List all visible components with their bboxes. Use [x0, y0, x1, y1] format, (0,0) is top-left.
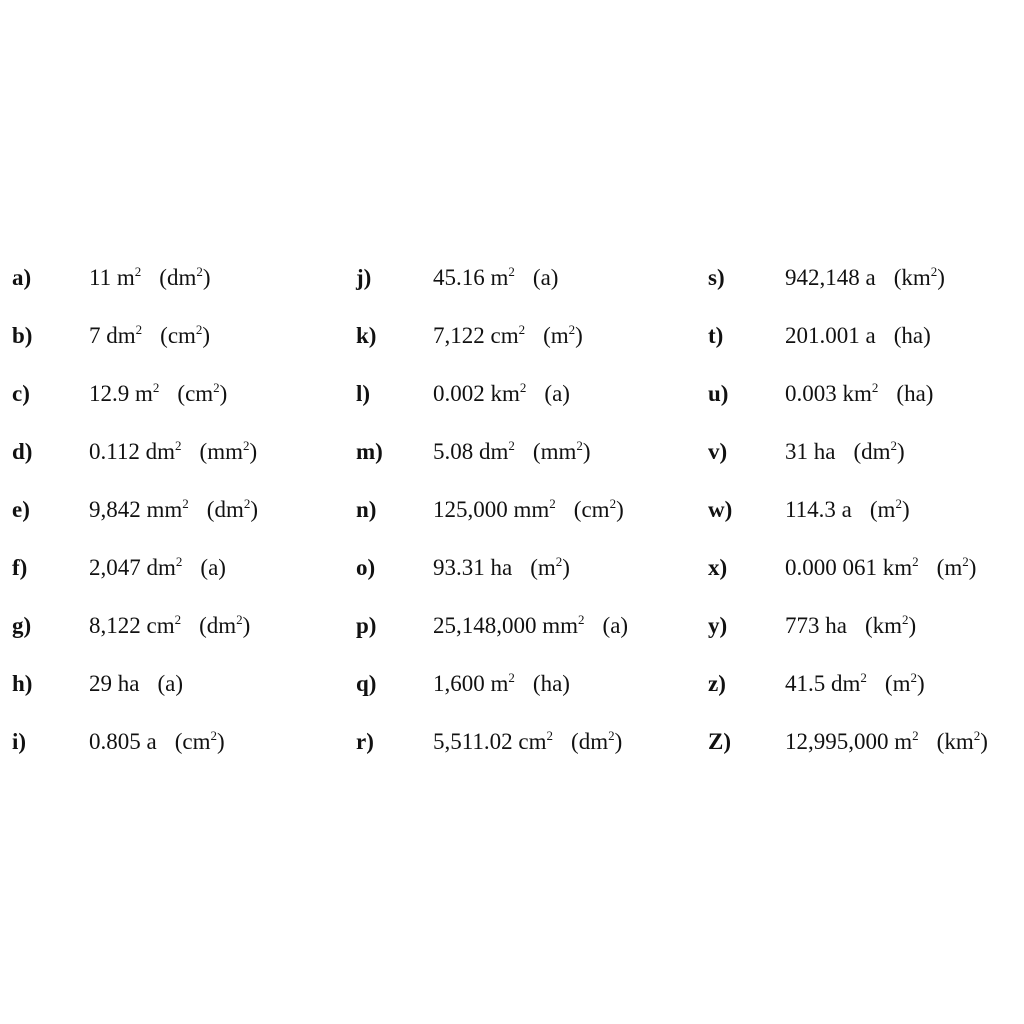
exercise-item	[356, 662, 686, 720]
target-unit-exponent: 2	[243, 496, 251, 511]
exercise-item	[12, 430, 342, 488]
exercise-letter: n)	[356, 497, 377, 522]
exercise-body	[785, 256, 945, 300]
exercise-item	[12, 314, 342, 372]
target-unit: (a)	[157, 671, 184, 696]
given-value: 0.805	[89, 729, 141, 754]
exercise-item	[12, 662, 342, 720]
target-unit-exponent: 2	[213, 380, 220, 395]
given-quantity	[785, 729, 919, 754]
target-unit-name: dm	[206, 613, 237, 638]
given-unit-exponent: 2	[508, 264, 515, 279]
given-unit: mm	[513, 497, 550, 522]
target-unit: $(cm^2)$	[174, 728, 225, 754]
target-unit-exponent: 2	[196, 264, 203, 279]
target-unit-exponent: 2	[962, 554, 969, 569]
given-quantity	[89, 613, 181, 638]
given-unit: km	[842, 381, 872, 406]
given-unit-exponent: 2	[152, 380, 160, 395]
given-quantity	[785, 555, 919, 580]
target-unit-name: a	[165, 671, 176, 696]
target-unit-name: dm	[861, 439, 891, 464]
exercise-body	[785, 372, 933, 416]
exercise-body	[89, 372, 227, 416]
exercise-letter: c)	[12, 381, 30, 406]
exercise-body	[433, 256, 558, 300]
target-unit-name: cm	[185, 381, 214, 406]
given-value: 5,511.02	[433, 729, 513, 754]
exercise-item	[708, 256, 1024, 314]
given-quantity	[433, 439, 515, 464]
exercise-body	[433, 314, 583, 358]
exercise-column-2	[356, 256, 686, 778]
given-unit: dm	[831, 671, 861, 696]
given-unit: km	[490, 381, 520, 406]
exercise-letter: b)	[12, 323, 33, 348]
given-unit-exponent: 2	[508, 670, 515, 685]
given-quantity	[433, 497, 556, 522]
target-unit-name: m	[944, 555, 963, 580]
given-unit-exponent: 2	[175, 438, 182, 453]
given-unit-exponent: 2	[175, 554, 183, 569]
given-value: 12.9	[89, 381, 130, 406]
given-unit: dm	[145, 439, 176, 464]
target-unit: $(cm^2)$	[160, 322, 211, 348]
target-unit: (a)	[200, 555, 226, 580]
given-value: 201.001	[785, 323, 860, 348]
given-unit: m	[490, 265, 509, 290]
exercise-item	[12, 720, 342, 778]
exercise-body	[785, 662, 925, 706]
given-unit-exponent: 2	[860, 670, 867, 685]
exercise-letter: k)	[356, 323, 377, 348]
given-quantity	[785, 439, 835, 464]
given-unit-exponent: 2	[508, 438, 515, 453]
target-unit: $(cm^2)$	[573, 496, 624, 522]
given-unit: ha	[825, 613, 847, 638]
target-unit: (a)	[602, 613, 629, 638]
target-unit-exponent: 2	[236, 612, 243, 627]
exercise-item	[356, 546, 686, 604]
given-unit-exponent: 2	[174, 612, 182, 627]
target-unit: $(cm^2)$	[177, 380, 228, 406]
given-value: 125,000	[433, 497, 508, 522]
exercise-letter: m)	[356, 439, 383, 464]
target-unit-exponent: 2	[210, 728, 217, 743]
exercise-body	[433, 488, 624, 532]
exercise-letter: s)	[708, 265, 725, 290]
target-unit: (a)	[544, 381, 570, 406]
target-unit-name: cm	[581, 497, 610, 522]
exercise-item	[708, 430, 1024, 488]
target-unit: $(dm^2)$	[571, 728, 623, 754]
exercise-body	[89, 488, 258, 532]
given-quantity	[433, 555, 512, 580]
given-unit-exponent: 2	[549, 496, 556, 511]
exercise-item	[12, 604, 342, 662]
exercise-body	[433, 662, 570, 706]
exercise-item	[356, 256, 686, 314]
given-value: 0.000 061	[785, 555, 877, 580]
given-value: 9,842	[89, 497, 141, 522]
target-unit-name: a	[610, 613, 621, 638]
exercise-body	[785, 430, 905, 474]
given-unit-exponent: 2	[912, 554, 919, 569]
exercise-letter: i)	[12, 729, 27, 754]
target-unit-name: cm	[182, 729, 211, 754]
given-unit: cm	[518, 729, 547, 754]
exercise-letter: h)	[12, 671, 33, 696]
given-value: 31	[785, 439, 808, 464]
exercise-item	[356, 720, 686, 778]
target-unit: $(m^2)$	[869, 496, 910, 522]
target-unit-exponent: 2	[576, 438, 583, 453]
given-quantity	[89, 671, 139, 696]
given-quantity	[785, 323, 876, 348]
target-unit-name: m	[537, 555, 556, 580]
target-unit-name: cm	[167, 323, 196, 348]
exercise-letter: t)	[708, 323, 724, 348]
target-unit: $(dm^2)$	[853, 438, 905, 464]
given-unit: a	[865, 265, 876, 290]
target-unit-name: dm	[166, 265, 197, 290]
exercise-item	[708, 314, 1024, 372]
given-quantity	[785, 265, 876, 290]
given-value: 5.08	[433, 439, 474, 464]
given-quantity	[89, 497, 189, 522]
exercise-item	[708, 372, 1024, 430]
target-unit: (ha)	[896, 381, 934, 406]
given-unit: m	[135, 381, 153, 406]
given-quantity	[785, 613, 847, 638]
target-unit-name: m	[892, 671, 911, 696]
given-value: 2,047	[89, 555, 141, 580]
exercise-letter: l)	[356, 381, 371, 406]
given-unit: ha	[117, 671, 140, 696]
exercise-item	[708, 604, 1024, 662]
target-unit-name: km	[872, 613, 903, 638]
exercise-item	[708, 720, 1024, 778]
given-value: 114.3	[785, 497, 836, 522]
given-unit: ha	[813, 439, 836, 464]
target-unit: $(mm^2)$	[199, 438, 258, 464]
target-unit-name: m	[550, 323, 569, 348]
given-quantity	[433, 265, 515, 290]
given-unit: dm	[146, 555, 176, 580]
given-unit-exponent: 2	[135, 322, 143, 337]
given-unit: dm	[479, 439, 509, 464]
exercise-item	[708, 546, 1024, 604]
exercise-body	[89, 256, 211, 300]
exercise-body	[785, 720, 988, 764]
exercise-item	[356, 372, 686, 430]
exercise-letter: f)	[12, 555, 28, 580]
target-unit: $(km^2)$	[936, 728, 988, 754]
exercise-body	[433, 372, 570, 416]
target-unit-name: km	[901, 265, 931, 290]
given-unit-exponent: 2	[912, 728, 919, 743]
given-unit-exponent: 2	[134, 264, 142, 279]
given-value: 1,600	[433, 671, 485, 696]
exercise-body	[785, 604, 916, 648]
exercise-letter: r)	[356, 729, 374, 754]
given-quantity	[89, 729, 157, 754]
given-quantity	[433, 671, 515, 696]
given-unit: km	[882, 555, 913, 580]
given-quantity	[433, 729, 553, 754]
given-quantity	[89, 439, 182, 464]
given-quantity	[433, 381, 526, 406]
target-unit-name: mm	[207, 439, 243, 464]
target-unit: $(m^2)$	[936, 554, 977, 580]
given-value: 8,122	[89, 613, 141, 638]
target-unit: $(m^2)$	[884, 670, 925, 696]
target-unit-name: a	[208, 555, 219, 580]
exercise-letter: a)	[12, 265, 32, 290]
exercise-body	[433, 604, 628, 648]
target-unit-exponent: 2	[910, 670, 917, 685]
target-unit-exponent: 2	[930, 264, 938, 279]
exercise-letter: z)	[708, 671, 726, 696]
exercise-letter: Z)	[708, 729, 731, 754]
given-value: 0.112	[89, 439, 140, 464]
target-unit: $(mm^2)$	[532, 438, 591, 464]
exercise-body	[89, 546, 226, 590]
target-unit-exponent: 2	[890, 438, 898, 453]
given-unit: cm	[490, 323, 519, 348]
target-unit-exponent: 2	[973, 728, 981, 743]
exercise-item	[356, 604, 686, 662]
target-unit: $(km^2)$	[864, 612, 917, 638]
given-unit: m	[116, 265, 135, 290]
exercise-letter: p)	[356, 613, 377, 638]
exercise-item	[356, 430, 686, 488]
target-unit: $(km^2)$	[893, 264, 945, 290]
exercise-item	[356, 314, 686, 372]
given-quantity	[89, 555, 182, 580]
given-unit: a	[865, 323, 876, 348]
given-value: 0.003	[785, 381, 837, 406]
given-quantity	[433, 613, 585, 638]
given-unit-exponent: 2	[518, 322, 526, 337]
given-quantity	[785, 381, 878, 406]
given-unit-exponent: 2	[182, 496, 189, 511]
exercise-item	[12, 488, 342, 546]
exercise-letter: j)	[356, 265, 372, 290]
given-unit-exponent: 2	[578, 612, 585, 627]
given-unit: m	[894, 729, 913, 754]
given-unit: m	[490, 671, 509, 696]
given-quantity	[89, 381, 159, 406]
exercise-letter: w)	[708, 497, 733, 522]
exercise-item	[12, 372, 342, 430]
target-unit-exponent: 2	[608, 728, 615, 743]
exercise-item	[708, 662, 1024, 720]
given-quantity	[433, 323, 525, 348]
target-unit-name: a	[552, 381, 563, 406]
target-unit: $(dm^2)$	[199, 612, 251, 638]
given-unit-exponent: 2	[519, 380, 527, 395]
exercise-body	[89, 430, 257, 474]
target-unit-exponent: 2	[895, 496, 902, 511]
given-value: 12,995,000	[785, 729, 889, 754]
target-unit-name: a	[540, 265, 551, 290]
exercise-item	[356, 488, 686, 546]
target-unit-exponent: 2	[902, 612, 909, 627]
given-value: 7,122	[433, 323, 485, 348]
exercise-body	[785, 314, 931, 358]
given-value: 41.5	[785, 671, 826, 696]
target-unit-name: m	[877, 497, 896, 522]
given-quantity	[785, 671, 867, 696]
exercise-body	[433, 546, 570, 590]
given-value: 93.31	[433, 555, 485, 580]
target-unit: $(dm^2)$	[159, 264, 211, 290]
given-unit: mm	[542, 613, 579, 638]
target-unit-exponent: 2	[555, 554, 563, 569]
target-unit-exponent: 2	[568, 322, 576, 337]
exercise-letter: d)	[12, 439, 33, 464]
target-unit-name: ha	[901, 323, 924, 348]
exercise-letter: u)	[708, 381, 729, 406]
exercise-item	[708, 488, 1024, 546]
target-unit: (a)	[532, 265, 559, 290]
exercise-body	[785, 488, 910, 532]
given-unit: ha	[490, 555, 513, 580]
given-unit: a	[146, 729, 157, 754]
exercise-body	[89, 604, 250, 648]
exercise-body	[89, 662, 183, 706]
exercise-column-1	[12, 256, 342, 778]
exercise-letter: x)	[708, 555, 728, 580]
target-unit: (ha)	[893, 323, 931, 348]
given-value: 11	[89, 265, 112, 290]
exercise-body	[785, 546, 976, 590]
exercise-letter: o)	[356, 555, 376, 580]
exercise-body	[89, 314, 210, 358]
given-value: 29	[89, 671, 112, 696]
target-unit: $(m^2)$	[543, 322, 583, 348]
exercise-letter: e)	[12, 497, 30, 522]
target-unit: $(m^2)$	[530, 554, 570, 580]
given-value: 942,148	[785, 265, 860, 290]
given-value: 0.002	[433, 381, 485, 406]
exercise-letter: q)	[356, 671, 377, 696]
given-unit-exponent: 2	[546, 728, 554, 743]
target-unit-name: dm	[214, 497, 244, 522]
exercise-body	[433, 720, 622, 764]
given-value: 7	[89, 323, 101, 348]
given-quantity	[89, 265, 141, 290]
given-value: 25,148,000	[433, 613, 537, 638]
given-quantity	[785, 497, 852, 522]
exercise-item	[12, 256, 342, 314]
given-quantity	[89, 323, 142, 348]
target-unit-name: dm	[578, 729, 609, 754]
target-unit: $(dm^2)$	[206, 496, 259, 522]
target-unit-exponent: 2	[243, 438, 250, 453]
exercise-letter: v)	[708, 439, 728, 464]
exercise-item	[12, 546, 342, 604]
target-unit-name: mm	[540, 439, 577, 464]
target-unit-name: ha	[540, 671, 563, 696]
given-value: 773	[785, 613, 820, 638]
target-unit-exponent: 2	[609, 496, 617, 511]
exercise-body	[433, 430, 591, 474]
target-unit-exponent: 2	[195, 322, 203, 337]
given-unit: dm	[106, 323, 136, 348]
exercise-letter: g)	[12, 613, 32, 638]
given-value: 45.16	[433, 265, 485, 290]
exercise-letter: y)	[708, 613, 728, 638]
given-unit-exponent: 2	[871, 380, 879, 395]
exercise-column-3	[708, 256, 1024, 778]
given-unit: a	[841, 497, 852, 522]
target-unit-name: ha	[904, 381, 926, 406]
target-unit: (ha)	[532, 671, 570, 696]
given-unit: mm	[146, 497, 183, 522]
target-unit-name: km	[944, 729, 974, 754]
exercise-body	[89, 720, 225, 764]
given-unit: cm	[146, 613, 175, 638]
